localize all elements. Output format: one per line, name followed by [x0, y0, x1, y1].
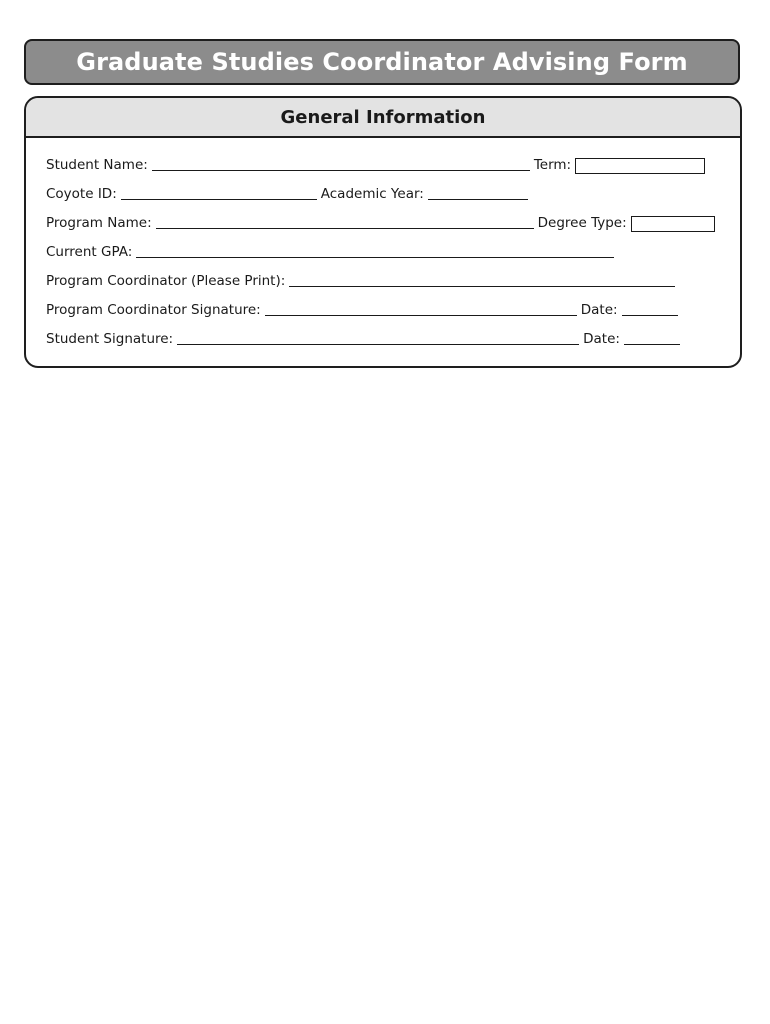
- coordinator-date-field[interactable]: [622, 315, 678, 316]
- coyote-id-field[interactable]: [121, 199, 317, 200]
- academic-year-field[interactable]: [428, 199, 528, 200]
- current-gpa-row: [46, 239, 618, 261]
- academic-year-label: Academic Year:: [320, 186, 424, 202]
- program-coordinator-signature-field[interactable]: [265, 315, 577, 316]
- student-signature-label: Student Signature:: [46, 331, 174, 347]
- program-name-field[interactable]: [156, 228, 534, 229]
- student-name-field[interactable]: [152, 170, 530, 171]
- program-coordinator-print-row: [46, 268, 679, 290]
- student-name-row: [46, 152, 705, 174]
- program-name-row: [46, 210, 715, 232]
- student-signature-row: [46, 326, 684, 348]
- form-title: Graduate Studies Coordinator Advising Form: [76, 48, 688, 76]
- term-label: Term:: [533, 157, 572, 173]
- program-coordinator-print-label: Program Coordinator (Please Print):: [46, 273, 286, 289]
- general-information-section: [24, 96, 742, 368]
- student-name-label: Student Name:: [46, 157, 148, 173]
- degree-type-field[interactable]: [631, 216, 715, 232]
- student-date-label: Date:: [583, 331, 620, 347]
- current-gpa-label: Current GPA:: [46, 244, 133, 260]
- coyote-id-label: Coyote ID:: [46, 186, 117, 202]
- coordinator-date-label: Date:: [580, 302, 618, 318]
- program-coordinator-print-field[interactable]: [289, 286, 675, 287]
- form-title-banner: [24, 39, 740, 85]
- program-coordinator-signature-label: Program Coordinator Signature:: [46, 302, 261, 318]
- current-gpa-field[interactable]: [136, 257, 614, 258]
- student-signature-field[interactable]: [177, 344, 579, 345]
- coyote-id-row: [46, 181, 532, 203]
- section-header: [26, 98, 740, 138]
- program-coordinator-signature-row: [46, 297, 682, 319]
- program-name-label: Program Name:: [46, 215, 152, 231]
- degree-type-label: Degree Type:: [537, 215, 627, 231]
- term-field[interactable]: [575, 158, 705, 174]
- section-title: General Information: [280, 106, 486, 128]
- student-date-field[interactable]: [624, 344, 680, 345]
